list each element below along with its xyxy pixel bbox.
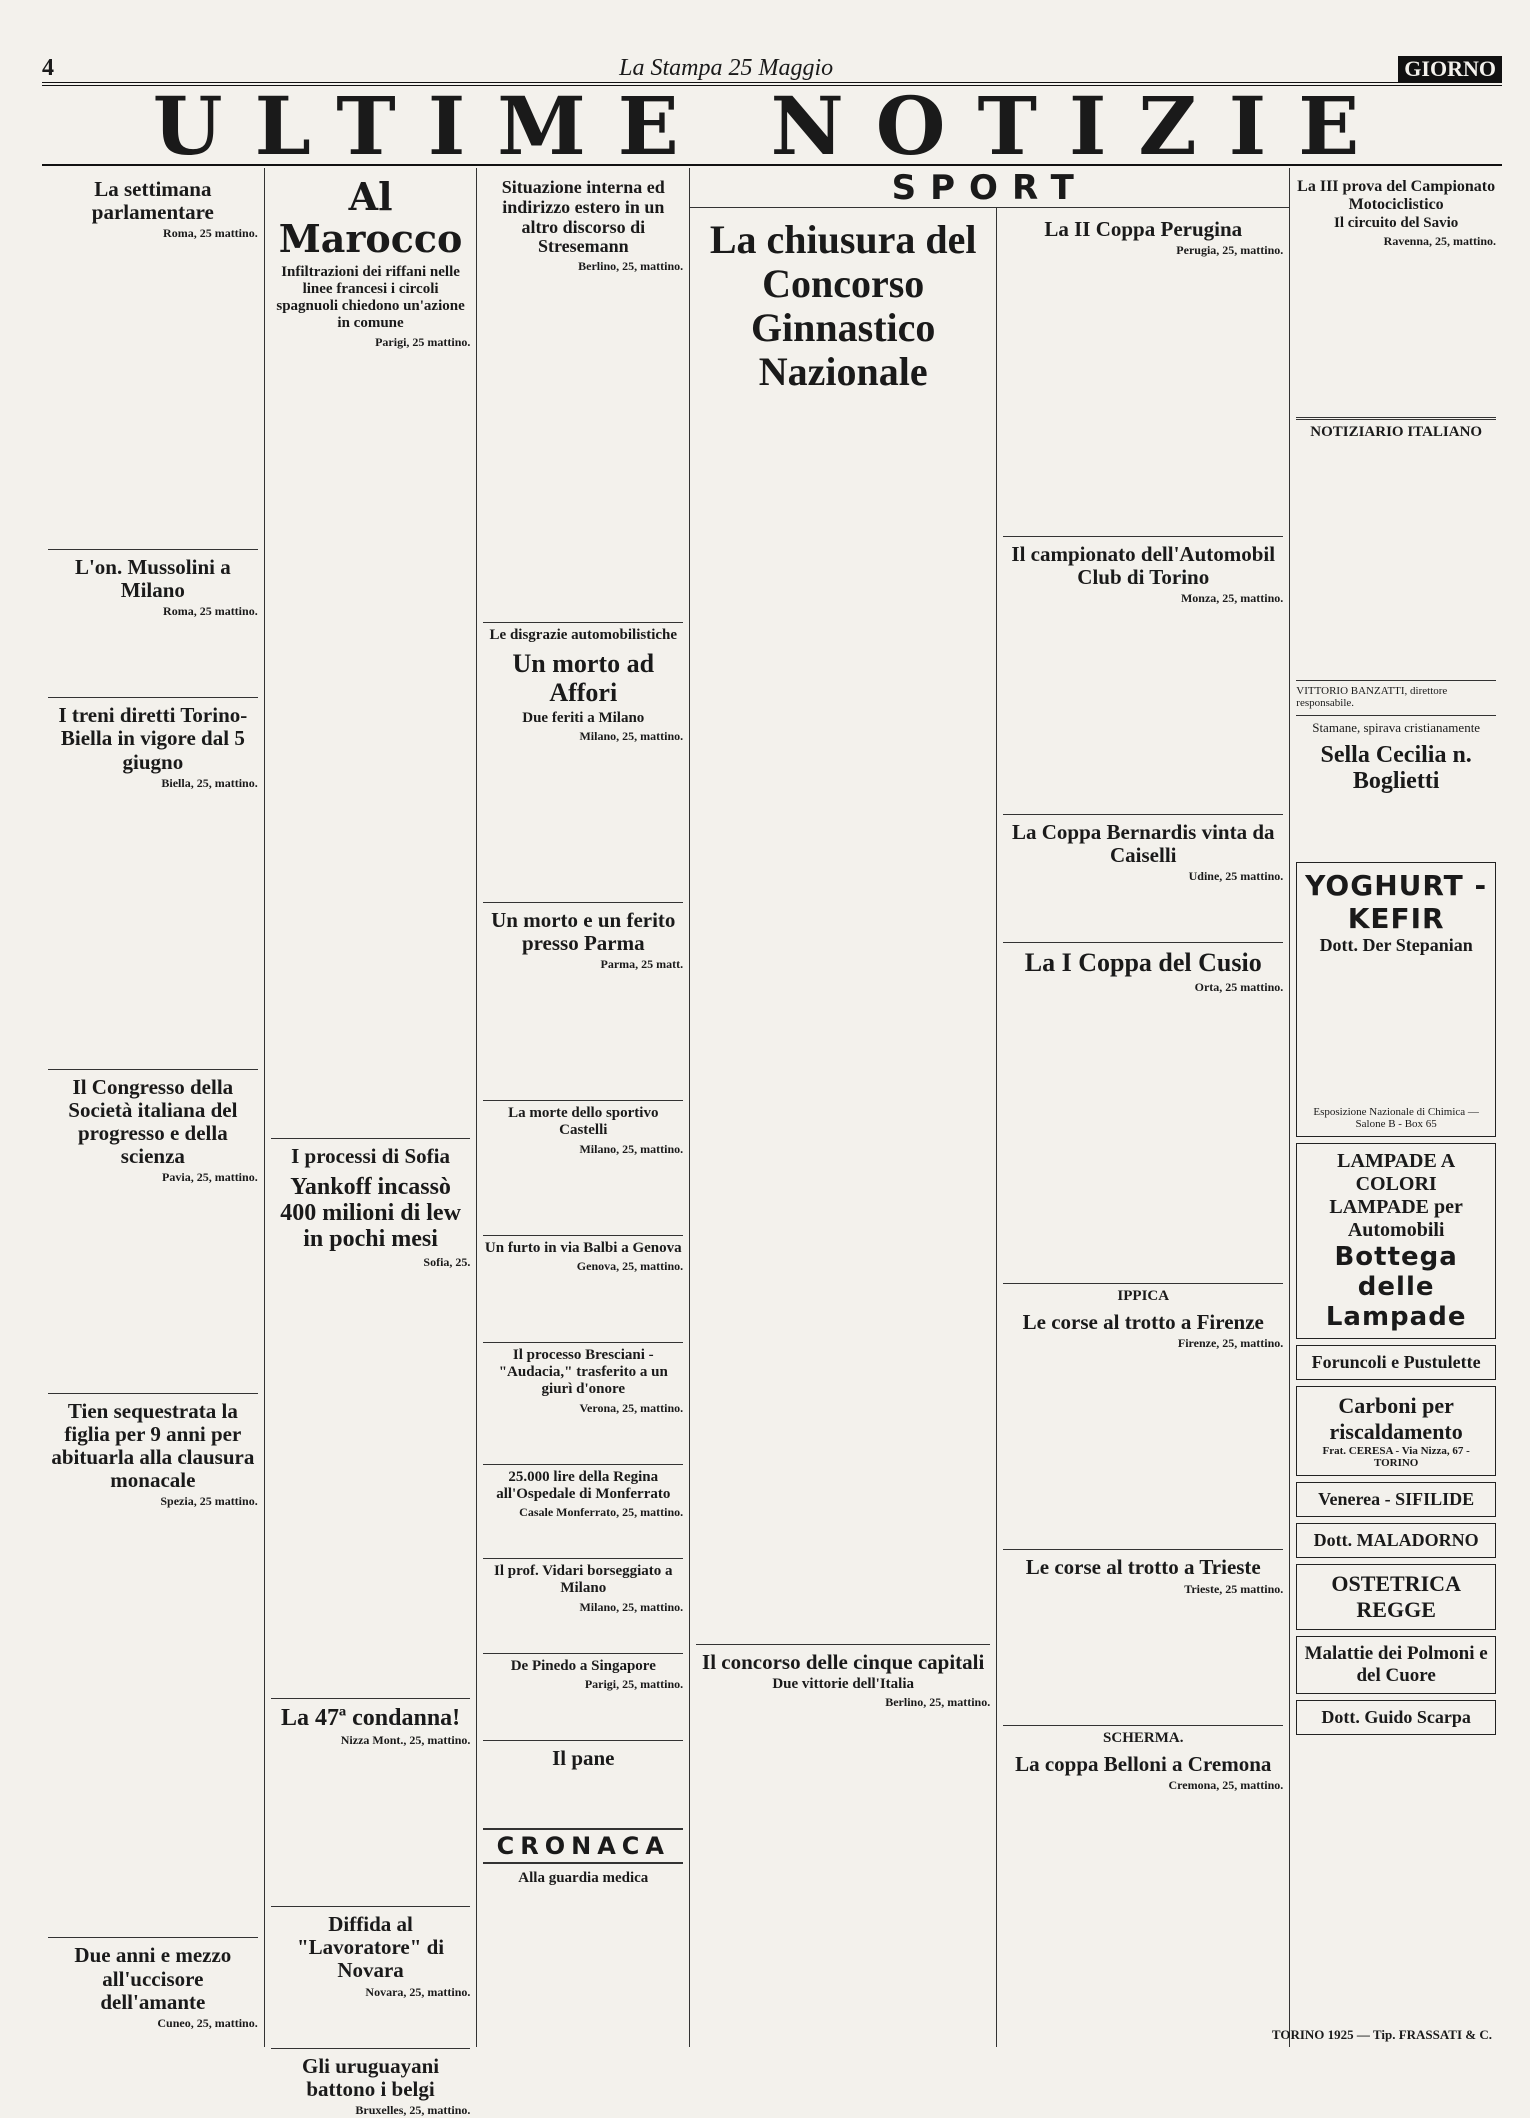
ad-title: Malattie dei Polmoni e del Cuore bbox=[1304, 1643, 1488, 1687]
ad-subtitle: Dott. Der Stepanian bbox=[1319, 935, 1473, 956]
section-heading: IPPICA bbox=[1117, 1288, 1170, 1305]
headline: Un morto e un ferito presso Parma bbox=[491, 907, 676, 955]
dateline: Sofia, 25. bbox=[423, 1254, 471, 1269]
headline: Le corse al trotto a Trieste bbox=[1025, 1555, 1261, 1580]
dateline: Pavia, 25, mattino. bbox=[162, 1170, 258, 1185]
obituary-body bbox=[1296, 796, 1496, 856]
article-body bbox=[271, 1272, 471, 1692]
headline: Tien sequestrata la figlia per 9 anni per abituarla alla clausura monacale bbox=[51, 1399, 255, 1493]
headline: De Pinedo a Singapore bbox=[510, 1657, 656, 1674]
article-body bbox=[483, 1694, 683, 1734]
headline: Il pane bbox=[552, 1745, 615, 1770]
article-body bbox=[483, 276, 683, 616]
headline: La III prova del Campionato Motociclistico bbox=[1297, 178, 1496, 213]
ad-title: YOGHURT - KEFIR bbox=[1305, 869, 1488, 936]
headline: Un morto ad Affori bbox=[512, 649, 655, 708]
dateline: Parigi, 25, mattino. bbox=[584, 1676, 684, 1691]
ad-title: OSTETRICA REGGE bbox=[1331, 1571, 1461, 1623]
section-heading: Le disgrazie automobilistiche bbox=[489, 627, 678, 644]
ad-foruncoli bbox=[1296, 1345, 1496, 1380]
dateline: Novara, 25, mattino. bbox=[365, 1984, 471, 1999]
dateline: Udine, 25 mattino. bbox=[1188, 869, 1284, 884]
column-6 bbox=[1290, 168, 1502, 2047]
dateline: Biella, 25, mattino. bbox=[161, 775, 258, 790]
dateline: Cuneo, 25, mattino. bbox=[157, 2015, 258, 2030]
ad-venerea bbox=[1296, 1482, 1496, 1517]
headline: L'on. Mussolini a Milano bbox=[74, 555, 231, 603]
section-heading: NOTIZIARIO ITALIANO bbox=[1310, 424, 1483, 441]
ad-title: Foruncoli e Pustulette bbox=[1311, 1352, 1481, 1373]
article-body bbox=[1003, 886, 1283, 936]
headline: La II Coppa Perugina bbox=[1044, 217, 1243, 241]
ad-lampade bbox=[1296, 1143, 1496, 1339]
article-body bbox=[696, 398, 990, 1638]
printer-footer: TORINO 1925 — Tip. FRASSATI & C. bbox=[1271, 2027, 1492, 2042]
dateline: Perugia, 25, mattino. bbox=[1176, 243, 1284, 258]
dateline: Casale Monferrato, 25, mattino. bbox=[519, 1505, 684, 1520]
headline: I processi di Sofia bbox=[291, 1143, 450, 1168]
headline: Il processo Bresciani - "Audacia," trasferito a un giurì d'onore bbox=[498, 1346, 668, 1398]
dateline: Bruxelles, 25, mattino. bbox=[355, 2102, 471, 2117]
headline: Le corse al trotto a Firenze bbox=[1022, 1310, 1264, 1335]
obituary-intro: Stamane, spirava cristianamente bbox=[1312, 719, 1481, 735]
headline: Al Marocco bbox=[278, 174, 463, 261]
obituary-name: Sella Cecilia n. Boglietti bbox=[1320, 741, 1472, 795]
dateline: Cremona, 25, mattino. bbox=[1168, 1777, 1284, 1792]
section-heading: SCHERMA. bbox=[1103, 1729, 1184, 1746]
article-body bbox=[48, 1187, 258, 1387]
article-body bbox=[271, 2002, 471, 2042]
article-body bbox=[1003, 997, 1283, 1277]
ad-polmoni bbox=[1296, 1636, 1496, 1694]
subheadline: Due feriti a Milano bbox=[522, 709, 645, 726]
headline: 25.000 lire della Regina all'Ospedale di Monferrato bbox=[496, 1468, 671, 1502]
headline: Yankoff incassò 400 milioni di lew in pochi mesi bbox=[280, 1173, 461, 1253]
columns bbox=[42, 168, 1502, 2117]
dateline: Parigi, 25 mattino. bbox=[375, 334, 471, 349]
headline: Diffida al "Lavoratore" di Novara bbox=[296, 1912, 445, 1983]
dateline: Orta, 25 mattino. bbox=[1194, 980, 1284, 995]
subheadline: Due vittorie dell'Italia bbox=[772, 1676, 914, 1693]
headline: Il campionato dell'Automobil Club di Torino bbox=[1011, 542, 1276, 590]
ad-carboni bbox=[1296, 1386, 1496, 1476]
dateline: Roma, 25 mattino. bbox=[163, 604, 258, 619]
article-body bbox=[483, 1522, 683, 1552]
dateline: Parma, 25 matt. bbox=[600, 957, 684, 972]
column-3 bbox=[477, 168, 690, 2047]
dateline: Monza, 25, mattino. bbox=[1180, 591, 1284, 606]
subheadline: Infiltrazioni dei riffani nelle linee francesi i circoli spagnuoli chiedono un'azione in comune bbox=[276, 263, 465, 332]
headline: Il concorso delle cinque capitali bbox=[702, 1650, 985, 1674]
dateline: Genova, 25, mattino. bbox=[576, 1258, 684, 1273]
dateline: Nizza Mont., 25, mattino. bbox=[340, 1733, 471, 1748]
sport-title: SPORT bbox=[690, 168, 1289, 208]
article-body bbox=[1296, 251, 1496, 411]
ad-ostetrica bbox=[1296, 1564, 1496, 1630]
article-body bbox=[1003, 1353, 1283, 1543]
ad-yoghurt bbox=[1296, 862, 1496, 1137]
masthead-date: La Stampa 25 Maggio bbox=[619, 55, 834, 81]
column-2 bbox=[265, 168, 478, 2117]
ad-subtitle: Frat. CERESA - Via Nizza, 67 - TORINO bbox=[1322, 1445, 1470, 1470]
header-right: GIORNO bbox=[1398, 56, 1502, 82]
page-number: 4 bbox=[42, 55, 54, 81]
article-body bbox=[48, 621, 258, 691]
ad-maladorno bbox=[1296, 1523, 1496, 1558]
ad-title: LAMPADE A COLORI LAMPADE per Automobili bbox=[1329, 1150, 1463, 1242]
ad-title: Dott. MALADORNO bbox=[1313, 1530, 1479, 1551]
column-4 bbox=[690, 208, 997, 2047]
article-body bbox=[271, 1750, 471, 1900]
article-body bbox=[483, 1276, 683, 1336]
article-body bbox=[1003, 260, 1283, 530]
article-body bbox=[271, 352, 471, 1132]
article-body bbox=[48, 1511, 258, 1931]
article-body bbox=[48, 793, 258, 1063]
column-5 bbox=[997, 208, 1289, 2047]
dateline: Verona, 25, mattino. bbox=[579, 1400, 684, 1415]
headline: Il Congresso della Società italiana del progresso e della scienza bbox=[68, 1074, 238, 1168]
dateline: Berlino, 25, mattino. bbox=[578, 259, 684, 274]
subheadline: Il circuito del Savio bbox=[1334, 215, 1459, 232]
headline: I treni diretti Torino-Biella in vigore dal 5 giugno bbox=[58, 703, 248, 774]
headline: La coppa Belloni a Cremona bbox=[1015, 1751, 1272, 1776]
headline: La settimana parlamentare bbox=[91, 177, 214, 225]
sport-section bbox=[690, 168, 1290, 2047]
headline: Un furto in via Balbi a Genova bbox=[484, 1239, 682, 1256]
ad-title: Dott. Guido Scarpa bbox=[1321, 1707, 1471, 1728]
article-body bbox=[1003, 608, 1283, 808]
dateline: Berlino, 25, mattino. bbox=[885, 1695, 991, 1710]
sport-columns bbox=[690, 208, 1289, 2047]
dateline: Roma, 25 mattino. bbox=[163, 226, 258, 241]
dateline: Spezia, 25 mattino. bbox=[160, 1494, 258, 1509]
headline: La chiusura del Concorso Ginnastico Nazionale bbox=[709, 217, 977, 394]
article-body bbox=[1003, 1599, 1283, 1719]
ad-title: Carboni per riscaldamento bbox=[1329, 1393, 1463, 1445]
ad-title: Venerea - SIFILIDE bbox=[1318, 1489, 1475, 1510]
dateline: Trieste, 25 mattino. bbox=[1184, 1581, 1284, 1596]
dateline: Ravenna, 25, mattino. bbox=[1383, 234, 1497, 249]
headline: La Coppa Bernardis vinta da Caiselli bbox=[1011, 820, 1275, 868]
ad-scarpa bbox=[1296, 1700, 1496, 1735]
headline: La I Coppa del Cusio bbox=[1024, 948, 1262, 978]
article-body bbox=[483, 746, 683, 896]
headline: Due anni e mezzo all'uccisore dell'amante bbox=[74, 1943, 232, 2014]
article-body bbox=[48, 243, 258, 543]
headline: La 47ª condanna! bbox=[280, 1704, 461, 1731]
ad-line: Esposizione Nazionale di Chimica — Salone B - Box 65 bbox=[1313, 1106, 1479, 1131]
headline: Gli uruguayani battono i belgi bbox=[301, 2053, 440, 2101]
headline: Il prof. Vidari borseggiato a Milano bbox=[494, 1563, 673, 1597]
article-body bbox=[483, 1418, 683, 1458]
article-body bbox=[1296, 444, 1496, 674]
article-body bbox=[483, 1159, 683, 1229]
banner-title: ULTIME NOTIZIE bbox=[42, 88, 1502, 166]
section-cronaca: CRONACA bbox=[483, 1828, 683, 1864]
headline: Alla guardia medica bbox=[518, 1869, 649, 1886]
article-body bbox=[483, 974, 683, 1094]
dateline: Firenze, 25, mattino. bbox=[1177, 1336, 1284, 1351]
ad-subtitle: Bottega delle Lampade bbox=[1325, 1242, 1467, 1333]
headline: Situazione interna ed indirizzo estero in un altro discorso di Stresemann bbox=[501, 177, 665, 257]
column-1 bbox=[42, 168, 265, 2047]
director-line: VITTORIO BANZATTI, direttore responsabile. bbox=[1296, 684, 1448, 709]
article-body bbox=[483, 1772, 683, 1822]
dateline: Milano, 25, mattino. bbox=[579, 728, 684, 743]
dateline: Milano, 25, mattino. bbox=[579, 1599, 684, 1614]
headline: La morte dello sportivo Castelli bbox=[508, 1105, 659, 1139]
article-body bbox=[483, 1617, 683, 1647]
dateline: Milano, 25, mattino. bbox=[579, 1141, 684, 1156]
